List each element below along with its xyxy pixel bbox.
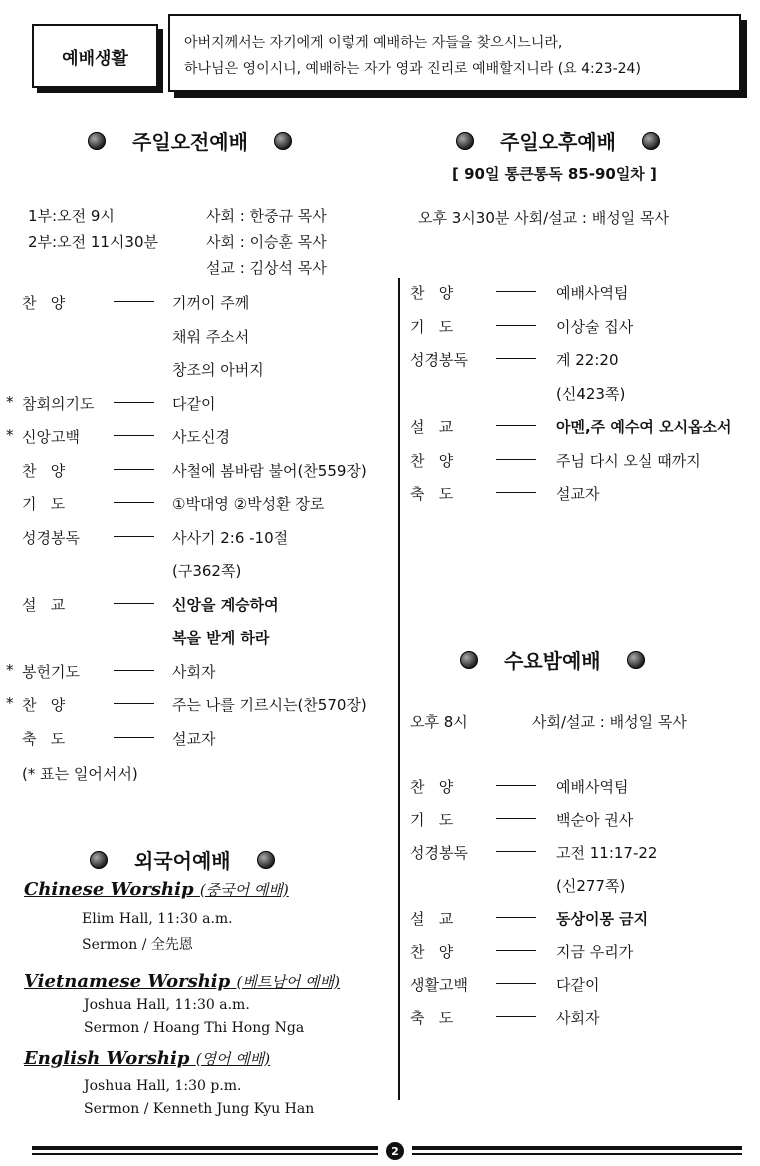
order-value: 신앙을 계승하여	[172, 595, 279, 614]
order-label: 설 교	[22, 595, 66, 614]
standing-mark: *	[6, 660, 14, 679]
order-row	[6, 292, 401, 326]
order-label: 찬 양	[22, 294, 66, 312]
order-dash	[114, 670, 154, 671]
order-value: 기꺼이 주께	[172, 294, 250, 312]
wednesday-time: 오후 8시	[410, 713, 468, 731]
order-dash	[496, 425, 536, 426]
order-dash	[496, 851, 536, 852]
chinese-worship-title: Chinese Worship (중국어 예배)	[24, 879, 289, 900]
order-row	[410, 483, 760, 517]
order-row	[6, 426, 401, 460]
order-label: 설 교	[410, 418, 454, 436]
footer-bar-right	[412, 1146, 742, 1150]
order-label: 참회의기도	[22, 394, 95, 413]
order-value: (구362쪽)	[172, 562, 242, 580]
order-row	[6, 728, 401, 762]
vietnamese-worship-sermon: Sermon / Hoang Thi Hong Nga	[84, 1020, 305, 1036]
footer-bar-right-thin	[412, 1153, 742, 1155]
order-value: 창조의 아버지	[172, 361, 264, 379]
order-dash	[114, 402, 154, 403]
order-value: 주님 다시 오실 때까지	[556, 451, 701, 470]
order-value: (신423쪽)	[556, 384, 626, 403]
order-label: 찬 양	[410, 284, 454, 302]
afternoon-subtitle: [ 90일 통큰통독 85-90일차 ]	[452, 165, 657, 183]
order-row	[6, 326, 401, 360]
order-value: 다같이	[172, 394, 216, 413]
bullet-dot-icon	[627, 651, 645, 669]
order-row	[410, 974, 760, 1007]
order-value: 채워 주소서	[172, 327, 250, 346]
bullet-dot-icon	[90, 851, 108, 869]
order-row	[410, 941, 760, 974]
order-label: 기 도	[410, 317, 454, 336]
order-value: 동상이몽 금지	[556, 910, 649, 928]
order-dash	[114, 737, 154, 738]
order-value: 예배사역팀	[556, 284, 629, 302]
order-row	[410, 875, 760, 908]
order-value: 사사기 2:6 -10절	[172, 528, 289, 547]
order-label: 설 교	[410, 910, 454, 928]
verse-line-1: 아버지께서는 자기에게 이렇게 예배하는 자들을 찾으시느니라,	[184, 35, 563, 51]
order-dash	[496, 1016, 536, 1017]
order-value: 설교자	[556, 485, 600, 503]
morning-time-2: 2부:오전 11시30분	[28, 233, 158, 251]
order-label: 축 도	[410, 1009, 454, 1027]
order-dash	[114, 435, 154, 436]
bullet-dot-icon	[460, 651, 478, 669]
order-dash	[114, 536, 154, 537]
morning-role-2: 사회 : 이승훈 목사	[206, 233, 327, 251]
footer-bar-left-thin	[32, 1153, 378, 1155]
bullet-dot-icon	[456, 132, 474, 150]
sunday-afternoon-title: 주일오후예배	[456, 126, 660, 155]
morning-role-1: 사회 : 한중규 목사	[206, 207, 327, 225]
order-row	[410, 282, 760, 316]
order-dash	[114, 301, 154, 302]
bullet-dot-icon	[642, 132, 660, 150]
order-row	[6, 460, 401, 494]
order-row	[410, 383, 760, 417]
bullet-dot-icon	[257, 851, 275, 869]
order-value: 이상술 집사	[556, 317, 634, 336]
order-dash	[114, 703, 154, 704]
order-value: 사회자	[556, 1009, 600, 1027]
order-value: 백순아 권사	[556, 811, 634, 829]
page-number: 2	[386, 1142, 404, 1160]
english-worship-sermon: Sermon / Kenneth Jung Kyu Han	[84, 1101, 315, 1117]
morning-time-1: 1부:오전 9시	[28, 207, 115, 225]
order-dash	[496, 325, 536, 326]
verse-line-2: 하나님은 영이시니, 예배하는 자가 영과 진리로 예배할지니라 (요 4:23-24)	[184, 61, 641, 77]
order-label: 기 도	[410, 811, 454, 829]
foreign-title: 외국어예배	[90, 845, 275, 874]
order-label: 성경봉독	[410, 844, 468, 862]
order-label: 봉헌기도	[22, 662, 80, 681]
order-row	[410, 349, 760, 383]
order-row	[6, 527, 401, 561]
order-label: 기 도	[22, 495, 66, 513]
order-dash	[496, 818, 536, 819]
order-row	[6, 393, 401, 427]
order-value: 복을 받게 하라	[172, 629, 270, 647]
chinese-worship-sermon: Sermon / 全先恩	[82, 937, 193, 953]
order-row	[6, 594, 401, 628]
english-worship-title: English Worship (영어 예배)	[24, 1048, 271, 1069]
order-value: 다같이	[556, 976, 600, 994]
order-row	[6, 493, 401, 527]
order-value: 사철에 봄바람 불어(찬559장)	[172, 461, 367, 480]
order-dash	[114, 502, 154, 503]
order-value: 사도신경	[172, 428, 230, 446]
morning-order	[6, 292, 401, 761]
wednesday-order	[410, 776, 760, 1040]
order-row	[410, 316, 760, 350]
order-dash	[496, 459, 536, 460]
column-divider	[398, 278, 400, 1100]
bullet-dot-icon	[274, 132, 292, 150]
order-dash	[496, 492, 536, 493]
footer-bar-left	[32, 1146, 378, 1150]
order-row	[410, 908, 760, 941]
sunday-morning-title: 주일오전예배	[88, 126, 292, 155]
order-dash	[496, 358, 536, 359]
order-row	[6, 359, 401, 393]
order-dash	[496, 785, 536, 786]
order-dash	[114, 603, 154, 604]
vietnamese-worship-place: Joshua Hall, 11:30 a.m.	[84, 997, 250, 1013]
order-value: 고전 11:17-22	[556, 844, 658, 862]
order-value: (신277쪽)	[556, 877, 626, 895]
chinese-worship-place: Elim Hall, 11:30 a.m.	[82, 911, 233, 927]
standing-mark: *	[6, 426, 14, 444]
order-dash	[496, 983, 536, 984]
order-row	[410, 842, 760, 875]
order-row	[6, 661, 401, 695]
order-label: 신앙고백	[22, 428, 80, 446]
order-row	[410, 416, 760, 450]
order-value: 예배사역팀	[556, 778, 629, 796]
order-row	[6, 627, 401, 661]
order-row	[410, 776, 760, 809]
order-label: 찬 양	[22, 696, 66, 714]
order-label: 성경봉독	[410, 351, 468, 369]
order-value: 지금 우리가	[556, 943, 634, 961]
english-worship-place: Joshua Hall, 1:30 p.m.	[84, 1078, 242, 1094]
order-value: 계 22:20	[556, 351, 619, 369]
order-row	[6, 694, 401, 728]
standing-mark: *	[6, 392, 14, 411]
morning-preacher: 설교 : 김상석 목사	[206, 259, 327, 277]
wednesday-role: 사회/설교 : 배성일 목사	[532, 713, 687, 731]
order-value: 주는 나를 기르시는(찬570장)	[172, 696, 367, 714]
order-dash	[496, 291, 536, 292]
order-row	[410, 450, 760, 484]
order-label: 찬 양	[410, 778, 454, 796]
order-label: 찬 양	[410, 943, 454, 961]
order-label: 축 도	[22, 729, 66, 748]
order-dash	[496, 950, 536, 951]
afternoon-info: 오후 3시30분 사회/설교 : 배성일 목사	[418, 209, 669, 227]
order-label: 성경봉독	[22, 528, 80, 547]
morning-note: (* 표는 일어서서)	[22, 765, 138, 783]
order-dash	[114, 469, 154, 470]
order-value: ①박대영 ②박성환 장로	[172, 495, 325, 513]
header-verse	[184, 30, 734, 82]
order-row	[410, 809, 760, 842]
order-value: 사회자	[172, 662, 216, 681]
order-label: 찬 양	[410, 451, 454, 470]
order-dash	[496, 917, 536, 918]
order-row	[410, 1007, 760, 1040]
wednesday-title: 수요밤예배	[460, 645, 645, 674]
header-label: 예배생활	[32, 24, 158, 88]
order-label: 축 도	[410, 485, 454, 503]
order-row	[6, 560, 401, 594]
standing-mark: *	[6, 694, 14, 712]
order-label: 생활고백	[410, 976, 468, 994]
vietnamese-worship-title: Vietnamese Worship (베트남어 예배)	[24, 971, 340, 992]
order-value: 아멘,주 예수여 오시옵소서	[556, 418, 732, 436]
order-value: 설교자	[172, 729, 216, 748]
bullet-dot-icon	[88, 132, 106, 150]
order-label: 찬 양	[22, 461, 66, 480]
afternoon-order	[410, 282, 760, 517]
